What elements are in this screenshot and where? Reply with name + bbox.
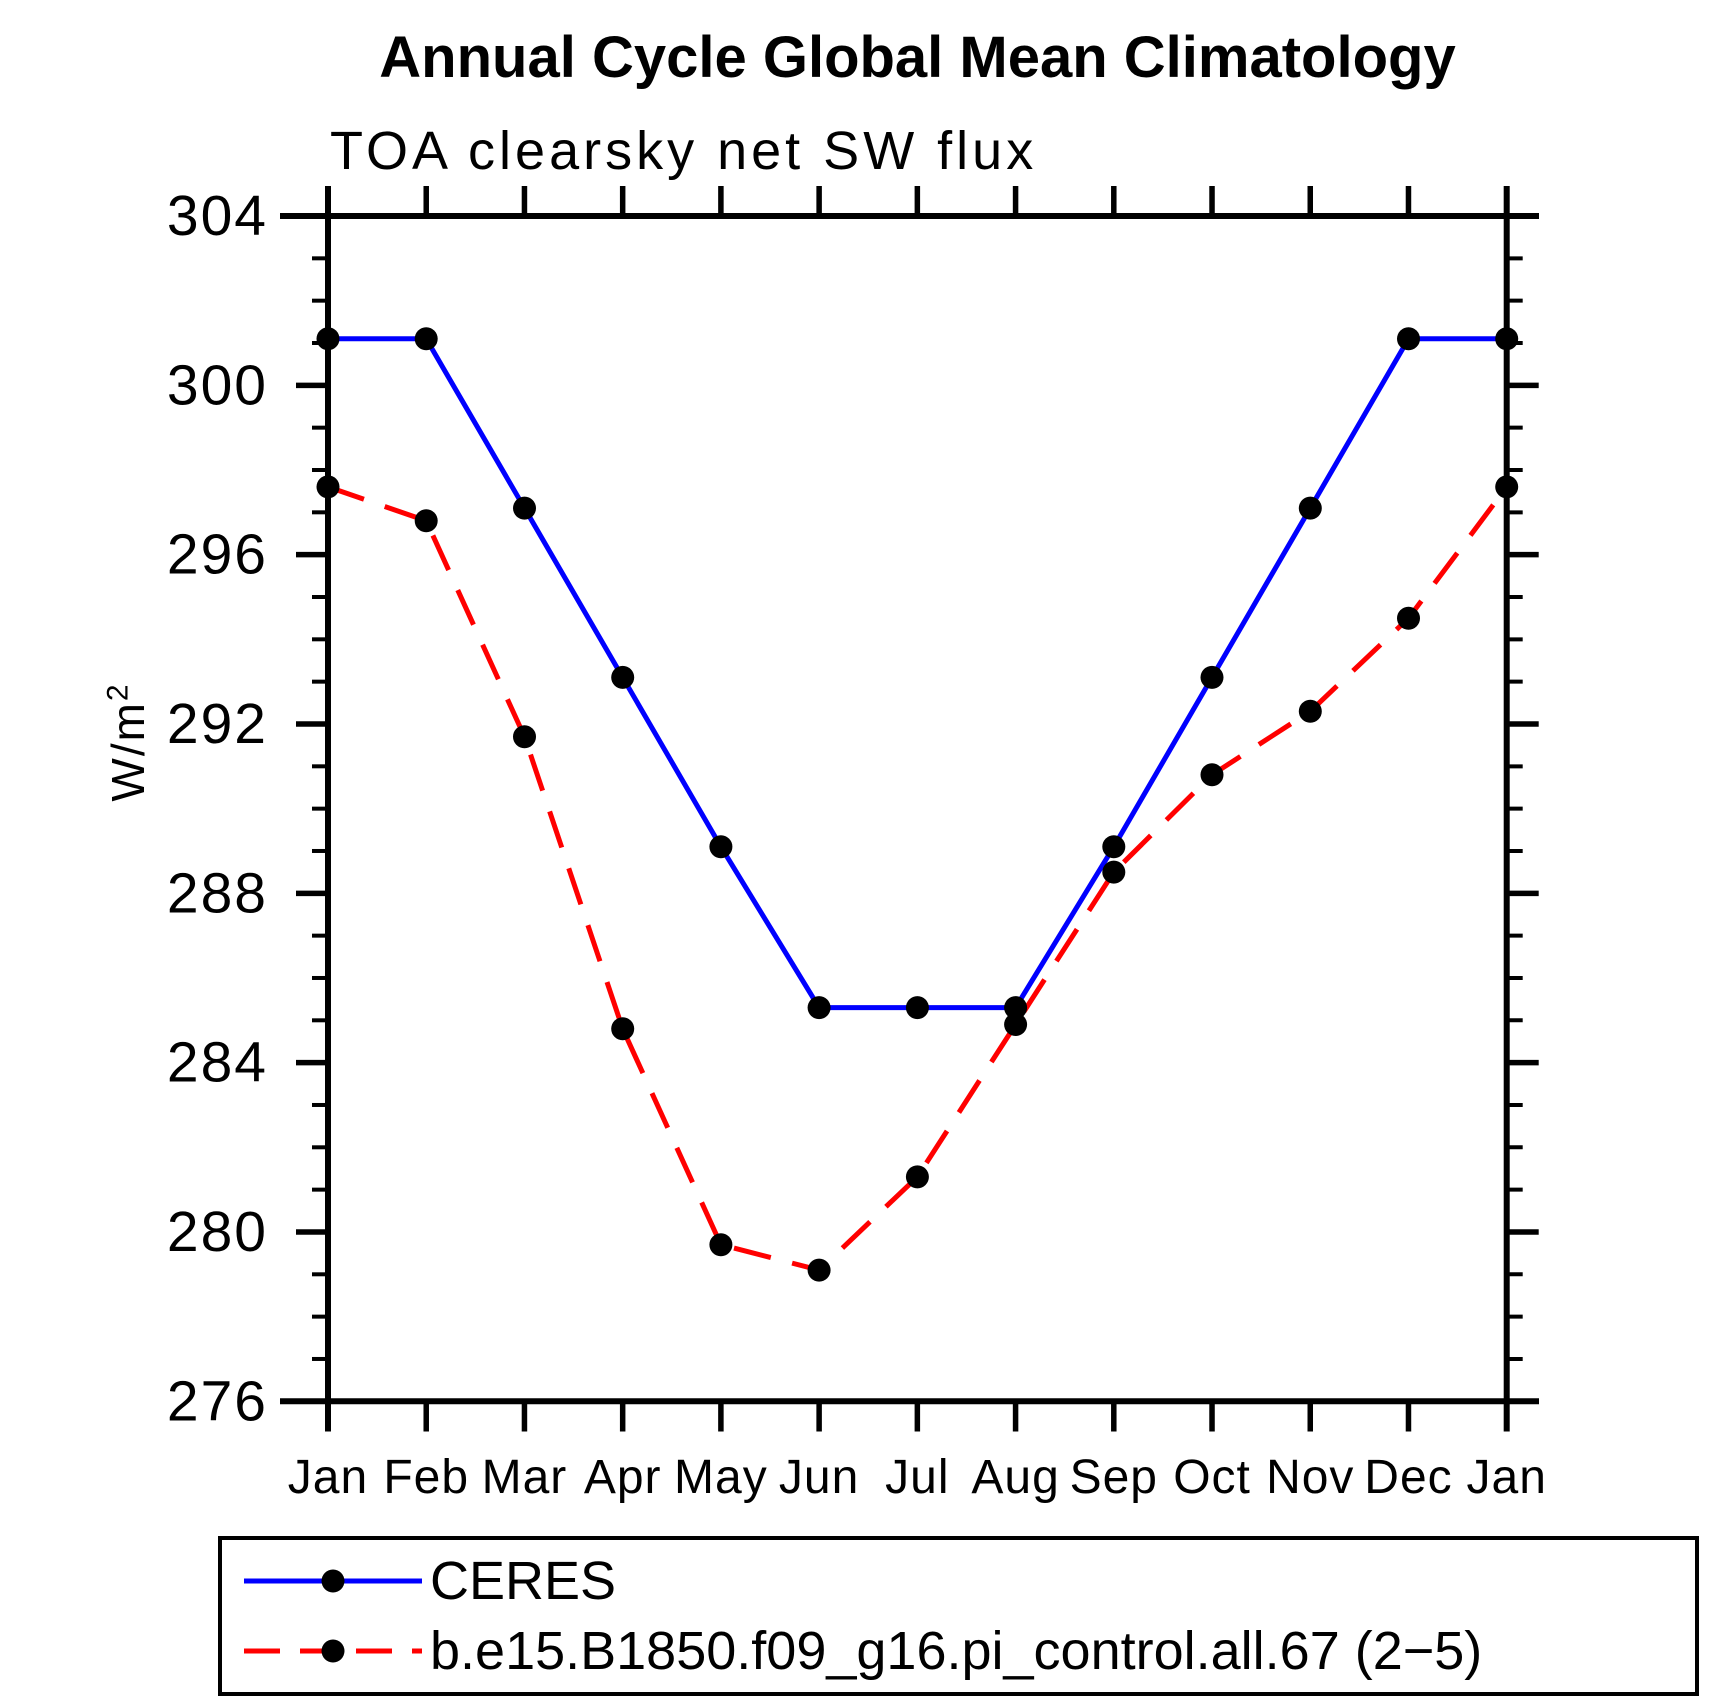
y-axis-title-base: W/m bbox=[102, 701, 154, 802]
month-label: Jun bbox=[778, 1451, 860, 1504]
legend-box bbox=[218, 1536, 1699, 1696]
ceres-data-point-marker bbox=[808, 996, 831, 1019]
y-tick-label: 276 bbox=[166, 1369, 268, 1434]
month-label: Nov bbox=[1266, 1451, 1355, 1504]
legend-entry-model bbox=[242, 1616, 1695, 1686]
legend-label-model: b.e15.B1850.f09_g16.pi_control.all.67 (2−5) bbox=[430, 1621, 1483, 1681]
ceres-data-point-marker bbox=[513, 497, 536, 520]
month-label: Jul bbox=[885, 1451, 950, 1504]
model-data-point-marker bbox=[808, 1259, 831, 1282]
model-data-point-marker bbox=[1004, 1013, 1027, 1036]
month-label: Apr bbox=[583, 1451, 662, 1504]
model-data-point-marker bbox=[415, 509, 438, 532]
ceres-data-point-marker bbox=[317, 327, 340, 350]
month-label: Jan bbox=[1466, 1451, 1547, 1504]
model-data-point-marker bbox=[1397, 607, 1420, 630]
legend-entry-ceres bbox=[242, 1546, 1695, 1616]
ceres-data-point-marker bbox=[709, 835, 732, 858]
ceres-data-point-marker bbox=[415, 327, 438, 350]
ceres-data-point-marker bbox=[1397, 327, 1420, 350]
chart-title: Annual Cycle Global Mean Climatology bbox=[379, 25, 1456, 90]
model-line bbox=[328, 487, 1507, 1270]
ceres-data-point-marker bbox=[906, 996, 929, 1019]
month-label: Dec bbox=[1364, 1451, 1453, 1504]
ceres-data-point-marker bbox=[1102, 835, 1125, 858]
model-data-point-marker bbox=[906, 1165, 929, 1188]
model-data-point-marker bbox=[513, 725, 536, 748]
model-data-point-marker bbox=[1102, 861, 1125, 884]
y-tick-label: 300 bbox=[166, 353, 268, 418]
model-data-point-marker bbox=[611, 1017, 634, 1040]
model-swatch-marker-icon bbox=[322, 1640, 345, 1663]
month-label: Feb bbox=[383, 1451, 470, 1504]
y-tick-label: 284 bbox=[166, 1030, 268, 1095]
model-data-point-marker bbox=[317, 475, 340, 498]
month-label: Sep bbox=[1069, 1451, 1159, 1504]
month-label: May bbox=[674, 1451, 768, 1504]
model-data-point-marker bbox=[709, 1233, 732, 1256]
model-data-point-marker bbox=[1299, 700, 1322, 723]
month-label: Aug bbox=[971, 1451, 1060, 1504]
y-axis-title-exponent: 2 bbox=[101, 682, 135, 702]
y-tick-label: 280 bbox=[166, 1199, 268, 1264]
y-tick-label: 288 bbox=[166, 861, 268, 926]
ceres-data-point-marker bbox=[611, 666, 634, 689]
month-label: Oct bbox=[1173, 1451, 1251, 1504]
y-axis-title bbox=[101, 682, 155, 801]
chart-subtitle: TOA clearsky net SW flux bbox=[330, 121, 1038, 181]
ceres-line bbox=[328, 339, 1507, 1008]
y-tick-label: 296 bbox=[166, 522, 268, 587]
y-tick-label: 304 bbox=[166, 184, 268, 248]
ceres-data-point-marker bbox=[1495, 327, 1518, 350]
model-data-point-marker bbox=[1201, 763, 1224, 786]
ceres-swatch-marker-icon bbox=[322, 1570, 345, 1593]
ceres-line-swatch bbox=[242, 1561, 424, 1601]
legend-label-ceres: CERES bbox=[430, 1551, 617, 1611]
ceres-data-point-marker bbox=[1299, 497, 1322, 520]
model-line-swatch bbox=[242, 1631, 424, 1671]
month-label: Jan bbox=[287, 1451, 369, 1504]
ceres-data-point-marker bbox=[1201, 666, 1224, 689]
month-label: Mar bbox=[481, 1451, 568, 1504]
y-tick-label: 292 bbox=[166, 691, 268, 756]
model-data-point-marker bbox=[1495, 475, 1518, 498]
